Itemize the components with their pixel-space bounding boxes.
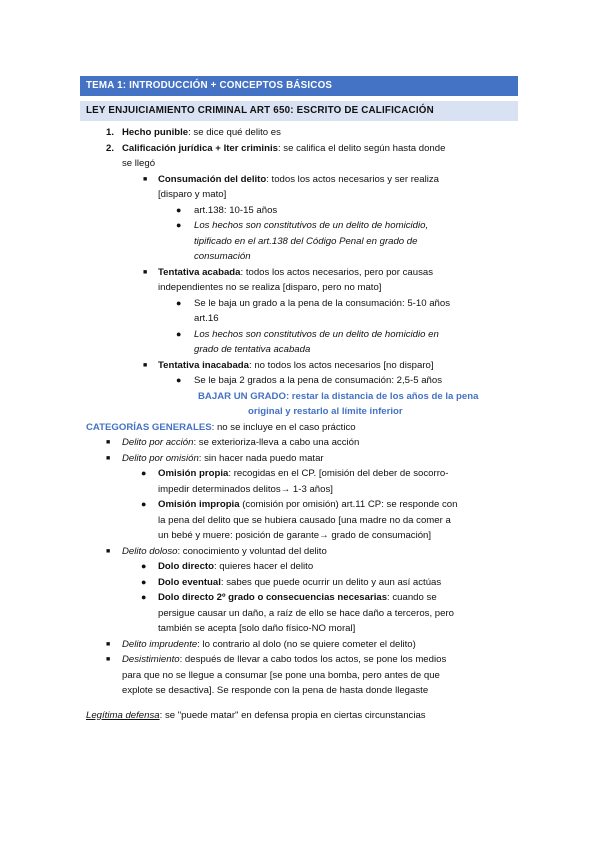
bullet-item-dolo-segundo-grado [0, 590, 599, 606]
bullet-item [0, 296, 599, 312]
bullet-icon: ● [141, 592, 147, 602]
description: : quieres hacer el delito [213, 561, 314, 572]
term: Desistimiento [122, 654, 180, 665]
description-continued: un bebé y muere: posición de garante→ grado de consumación] [158, 530, 432, 541]
bullet-icon: ● [176, 204, 182, 215]
description: : no se incluye en el caso práctico [211, 421, 356, 433]
description: : recogidas en el CP. [omisión del deber de socorro- [228, 468, 449, 479]
sublist-item-consumacion [0, 172, 599, 188]
list-item-delito-accion [0, 435, 599, 451]
bullet-icon: ● [176, 375, 182, 385]
description-continued: independientes no se realiza [disparo, pero no mato] [158, 282, 382, 293]
description: : después de llevar a cabo todos los actos, se pone los medios [179, 654, 447, 665]
description-continued: [disparo y mato] [158, 189, 227, 200]
term: Hecho punible [122, 127, 189, 138]
term: Omisión propia [158, 468, 229, 479]
description: : se califica el delito según hasta donde [277, 142, 446, 154]
bullet-icon: ● [141, 576, 147, 587]
term: Tentativa acabada [158, 266, 241, 278]
description: : sabes que puede ocurrir un delito y aun así actúas [220, 576, 442, 588]
document-body [0, 125, 599, 723]
list-item-desistimiento [0, 652, 599, 668]
description: : se exterioriza-lleva a cabo una acción [193, 437, 360, 448]
bullet-item-omision-impropia [0, 497, 599, 513]
description: : cuando se [387, 592, 437, 603]
legitima-defensa [0, 708, 599, 724]
bullet-text: Se le baja un grado a la pena de la consumación: 5-10 años [194, 297, 451, 309]
square-bullet-icon: ■ [106, 640, 111, 648]
description-continued: para que no se llegue a consumar [se pone una bomba, pero antes de que [122, 669, 440, 681]
bullet-item [0, 327, 599, 343]
bullet-item-omision-propia [0, 466, 599, 482]
description-continued: también se acepta [solo daño físico-NO moral] [158, 623, 356, 634]
term: Dolo eventual [158, 576, 221, 588]
bullet-text-continued: art.16 [194, 313, 219, 324]
term: Legítima defensa [86, 709, 160, 721]
description-continued: explote se desactiva]. Se responde con la pena de hasta donde llegaste [122, 685, 429, 696]
description: : todos los actos necesarios, pero por causas [240, 266, 433, 278]
highlight-note-continued: original y restarlo al límite inferior [248, 406, 403, 417]
square-bullet-icon: ■ [106, 454, 111, 462]
description: : lo contrario al dolo (no se quiere cometer el delito) [197, 638, 416, 650]
bullet-icon: ● [141, 561, 147, 571]
square-bullet-icon: ■ [143, 175, 148, 183]
description-continued: la pena del delito que se hubiera causado [una madre no da comer a [158, 514, 451, 526]
categorias-title: CATEGORÍAS GENERALES [86, 421, 212, 433]
square-bullet-icon: ■ [106, 439, 111, 446]
square-bullet-icon: ■ [143, 268, 148, 276]
description-continued: persigue causar un daño, a raíz de ello se hace daño a terceros, pero [158, 607, 454, 619]
square-bullet-icon: ■ [143, 361, 148, 369]
bullet-item [0, 373, 599, 389]
description: : se dice qué delito es [188, 127, 281, 138]
bullet-text-continued: consumación [194, 251, 251, 262]
term: Omisión impropia [158, 499, 240, 510]
section-heading-tema: TEMA 1: INTRODUCCIÓN + CONCEPTOS BÁSICOS [80, 76, 518, 96]
bullet-text: Los hechos son constitutivos de un delito de homicidio, [194, 220, 429, 231]
term: Delito imprudente [122, 638, 198, 650]
bullet-text: Los hechos son constitutivos de un delito de homicidio en [194, 328, 439, 340]
term: Delito doloso [122, 545, 178, 557]
bullet-icon: ● [176, 297, 182, 308]
sublist-item-tentativa-inacabada [0, 358, 599, 374]
bullet-item-dolo-directo [0, 559, 599, 575]
list-number: 2. [106, 142, 115, 154]
bullet-item-dolo-eventual [0, 575, 599, 591]
square-bullet-icon: ■ [106, 547, 111, 555]
description: : sin hacer nada puedo matar [198, 452, 324, 464]
description-continued: impedir determinados delitos→ 1-3 años] [158, 483, 333, 495]
description: : conocimiento y voluntad del delito [177, 545, 327, 557]
description: : se "puede matar" en defensa propia en ciertas circunstancias [159, 709, 426, 721]
description-continued: se llegó [122, 158, 156, 169]
term: Calificación jurídica + Iter criminis [122, 142, 278, 154]
bullet-text: art.138: 10-15 años [194, 204, 278, 216]
bullet-icon: ● [141, 468, 147, 478]
highlight-note: BAJAR UN GRADO: restar la distancia de los años de la pena [198, 390, 479, 402]
description: : no todos los actos necesarios [no disparo] [249, 359, 434, 371]
list-number: 1. [106, 127, 115, 138]
bullet-icon: ● [176, 328, 182, 339]
section-heading-ley: LEY ENJUICIAMIENTO CRIMINAL ART 650: ESCRITO DE CALIFICACIÓN [80, 101, 518, 121]
bullet-item [0, 203, 599, 219]
list-item-calificacion [0, 141, 599, 157]
square-bullet-icon: ■ [106, 656, 111, 663]
bullet-text-continued: tipificado en el art.138 del Código Penal en grado de [194, 235, 418, 247]
bullet-item [0, 218, 599, 234]
term: Consumación del delito [158, 173, 267, 185]
description: (comisión por omisión) art.11 CP: se responde con [239, 499, 458, 510]
term: Delito por acción [122, 437, 194, 448]
bullet-text-continued: grado de tentativa acabada [194, 344, 311, 355]
list-item-hecho-punible [0, 125, 599, 141]
description: : todos los actos necesarios y ser realiza [266, 173, 439, 185]
bullet-text: Se le baja 2 grados a la pena de consumación: 2,5-5 años [194, 375, 443, 386]
term: Dolo directo 2º grado o consecuencias necesarias [158, 592, 388, 603]
list-item-delito-imprudente [0, 637, 599, 653]
term: Dolo directo [158, 561, 214, 572]
list-item-delito-omision [0, 451, 599, 467]
sublist-item-tentativa-acabada [0, 265, 599, 281]
bullet-icon: ● [141, 499, 147, 509]
term: Tentativa inacabada [158, 359, 249, 371]
bullet-icon: ● [176, 220, 182, 230]
list-item-delito-doloso [0, 544, 599, 560]
term: Delito por omisión [122, 452, 199, 464]
categorias-heading [0, 420, 599, 436]
